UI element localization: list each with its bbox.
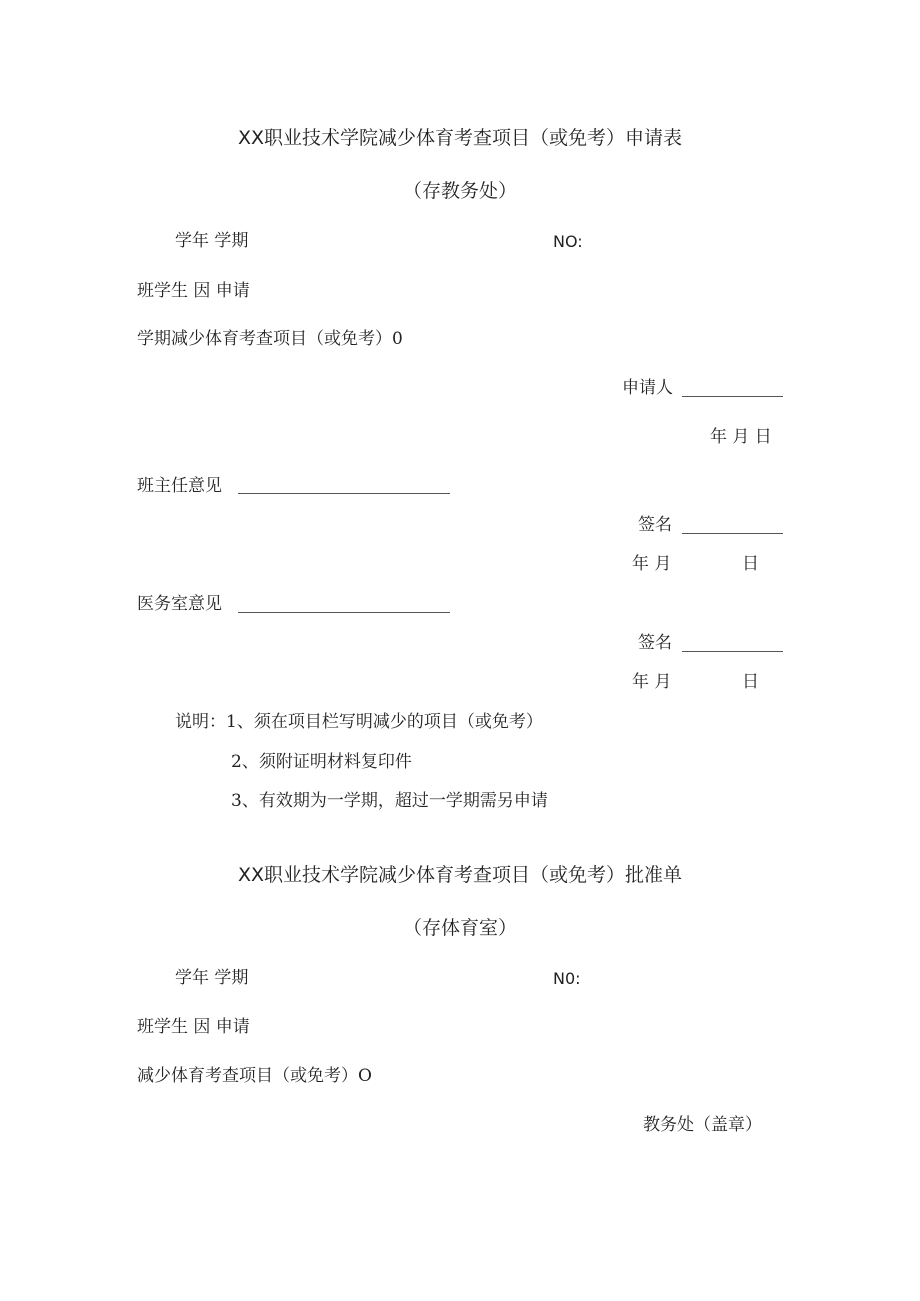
clinic-opinion-label: 医务室意见 [137, 594, 222, 614]
clinic-sign-label: 签名 [638, 633, 672, 653]
application-title: XX职业技术学院减少体育考查项目（或免考）申请表 [237, 127, 683, 149]
approval-title: XX职业技术学院减少体育考查项目（或免考）批准单 [237, 864, 683, 886]
approval-subtitle: （存体育室） [402, 917, 517, 939]
application-class-student-line: 班学生 因 申请 [137, 281, 250, 301]
clinic-signature-line[interactable] [682, 651, 783, 652]
teacher-opinion-label: 班主任意见 [137, 476, 222, 496]
approval-items-line: 减少体育考查项目（或免考）O [137, 1066, 372, 1086]
teacher-date-year-month: 年 月 [632, 554, 672, 574]
academic-office-stamp-label: 教务处（盖章） [643, 1115, 762, 1135]
applicant-date: 年 月 日 [710, 427, 772, 447]
application-number-label: NO: [553, 232, 583, 251]
applicant-label: 申请人 [622, 378, 673, 398]
teacher-opinion-line[interactable] [238, 493, 450, 494]
teacher-signature-line[interactable] [682, 533, 783, 534]
application-items-line: 学期减少体育考查项目（或免考）0 [137, 329, 403, 349]
clinic-date-year-month: 年 月 [632, 672, 672, 692]
application-year-term: 学年 学期 [175, 231, 249, 251]
note-item-3: 3、有效期为一学期，超过一学期需另申请 [231, 791, 548, 811]
approval-year-term: 学年 学期 [175, 968, 249, 988]
applicant-signature-line[interactable] [682, 396, 783, 397]
approval-number-label: N0: [553, 969, 581, 988]
teacher-date-day: 日 [742, 554, 759, 574]
clinic-opinion-line[interactable] [238, 612, 450, 613]
note-item-2: 2、须附证明材料复印件 [231, 752, 412, 772]
application-subtitle: （存教务处） [402, 180, 517, 202]
teacher-sign-label: 签名 [638, 515, 672, 535]
note-item-1: 说明：1、须在项目栏写明减少的项目（或免考） [175, 712, 543, 732]
approval-class-student-line: 班学生 因 申请 [137, 1017, 250, 1037]
clinic-date-day: 日 [742, 672, 759, 692]
